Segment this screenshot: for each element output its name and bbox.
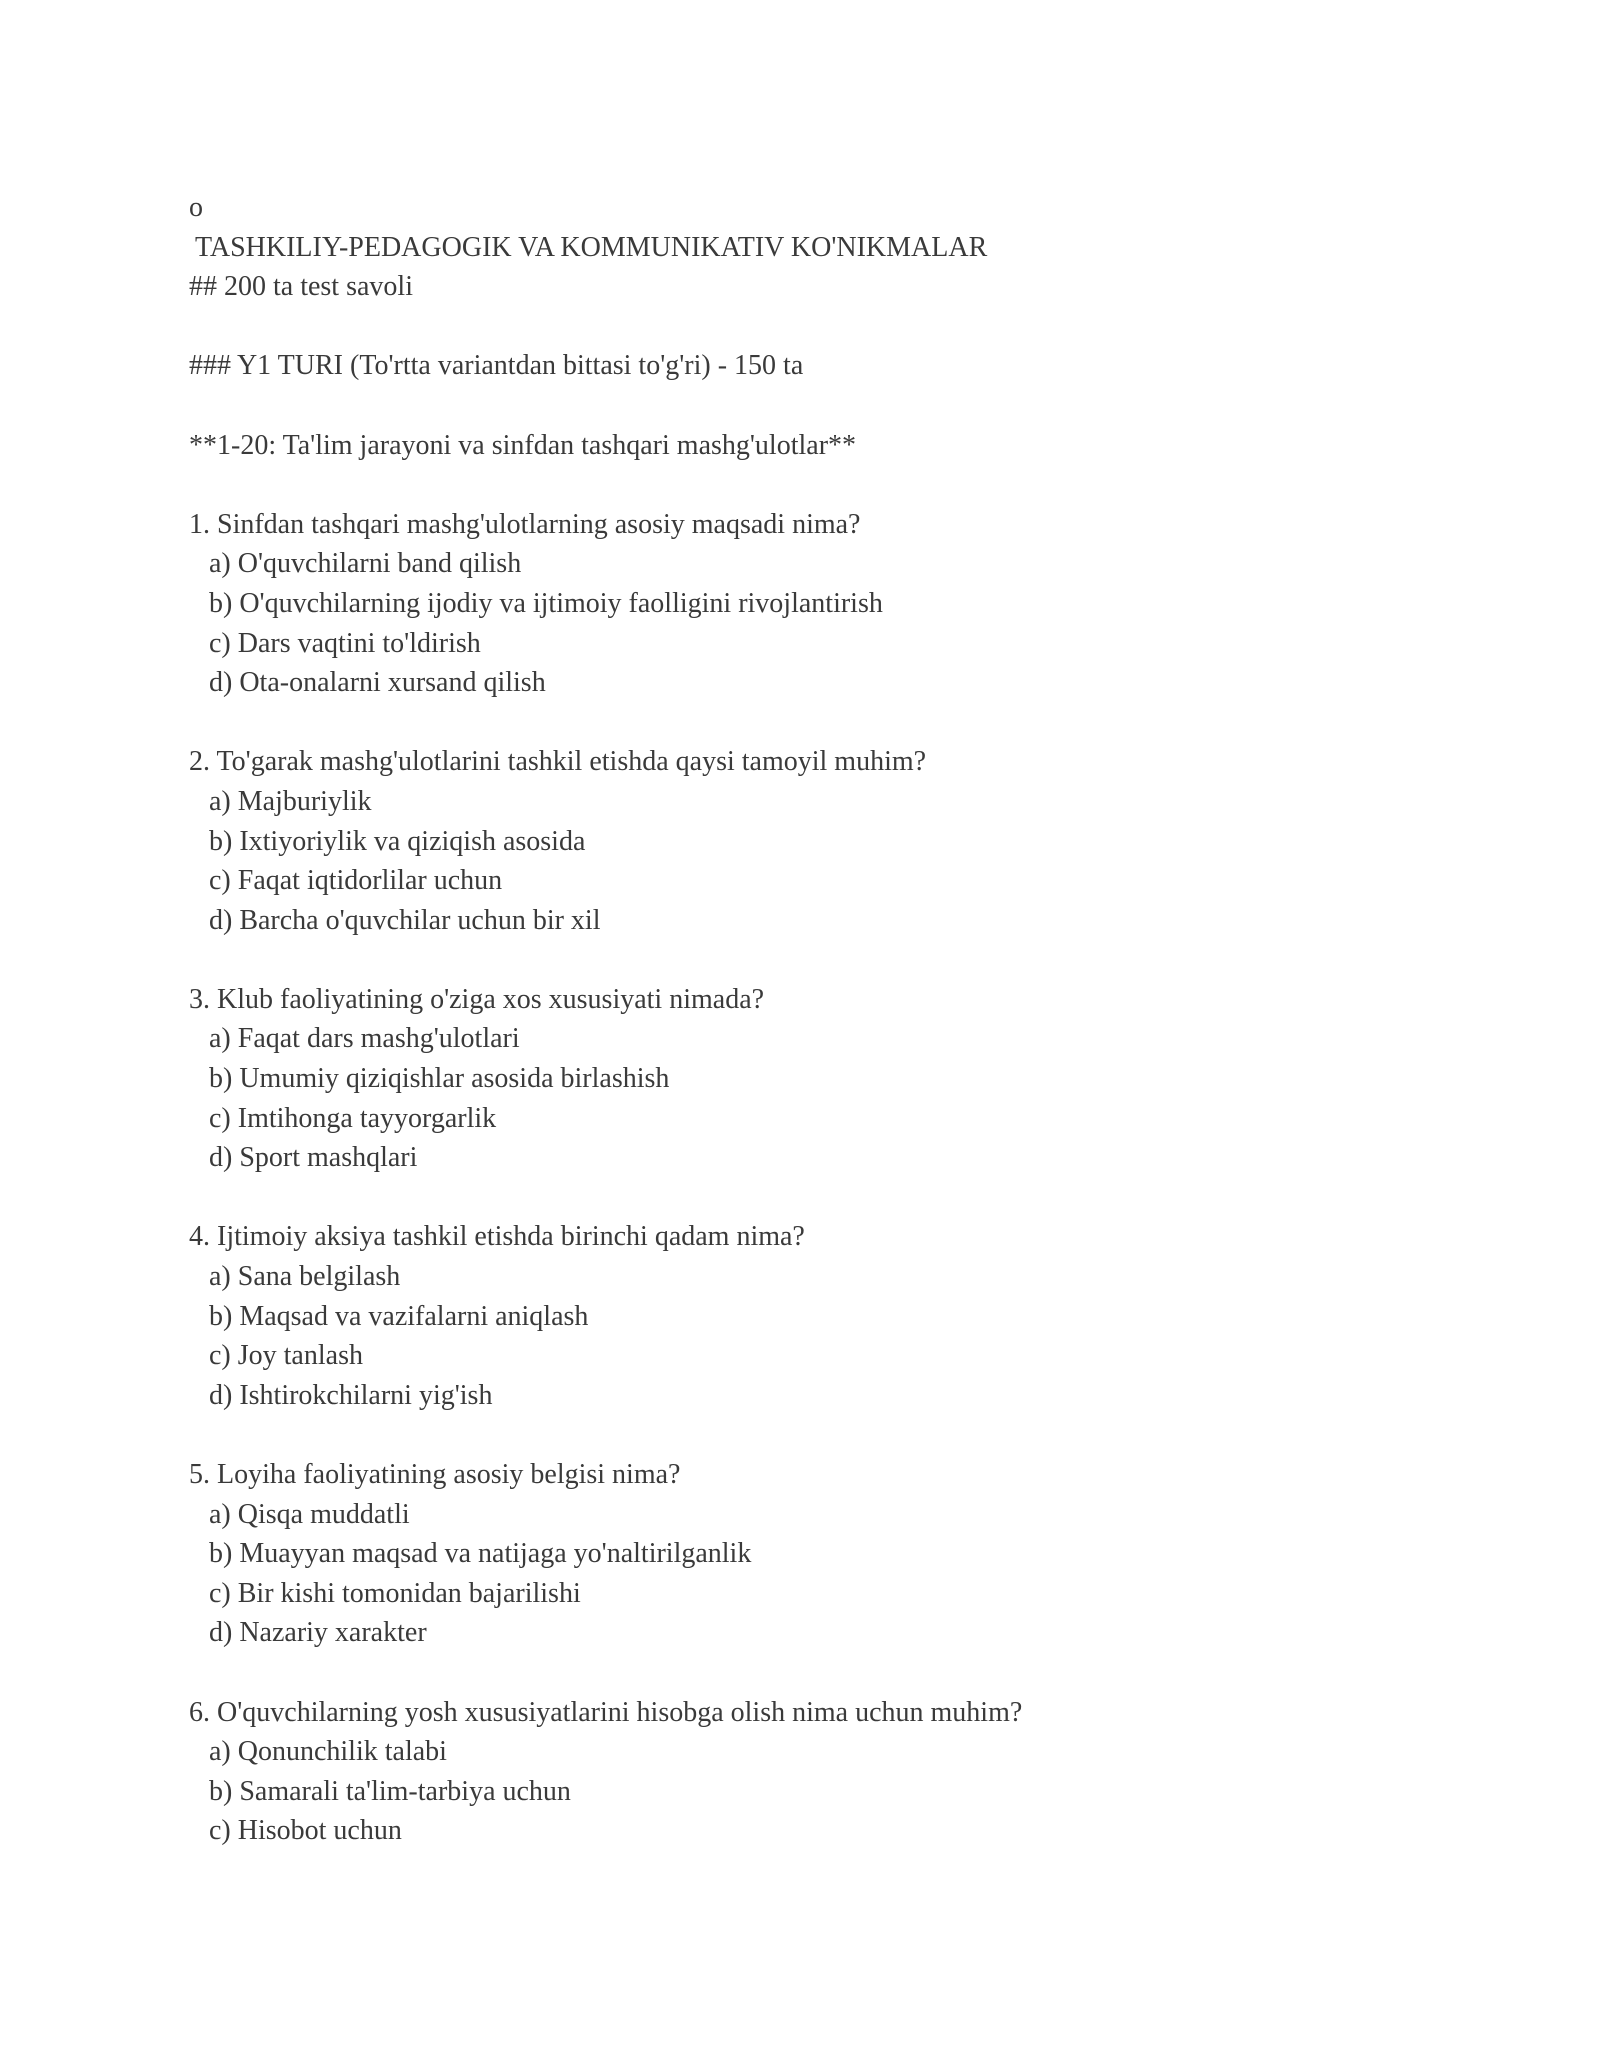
answer-option: d) Sport mashqlari bbox=[209, 1142, 418, 1174]
answer-option: d) Ota-onalarni xursand qilish bbox=[209, 667, 546, 699]
block-heading: **1-20: Ta'lim jarayoni va sinfdan tashqari mashg'ulotlar** bbox=[189, 429, 857, 461]
question-3 bbox=[189, 980, 1439, 1178]
question-text: 4. Ijtimoiy aksiya tashkil etishda birinchi qadam nima? bbox=[189, 1221, 805, 1253]
answer-option: b) Muayyan maqsad va natijaga yo'naltirilganlik bbox=[209, 1538, 752, 1570]
spacer bbox=[189, 1653, 1439, 1693]
answer-option: c) Dars vaqtini to'ldirish bbox=[209, 627, 481, 659]
answer-option: a) Majburiylik bbox=[209, 785, 372, 817]
question-text: 1. Sinfdan tashqari mashg'ulotlarning asosiy maqsadi nima? bbox=[189, 508, 861, 540]
answer-option: a) Faqat dars mashg'ulotlari bbox=[209, 1023, 520, 1055]
document-title: TASHKILIY-PEDAGOGIK VA KOMMUNIKATIV KO'NIKMALAR bbox=[195, 231, 988, 263]
question-4 bbox=[189, 1217, 1439, 1415]
question-5 bbox=[189, 1455, 1439, 1653]
answer-option: c) Bir kishi tomonidan bajarilishi bbox=[209, 1577, 581, 1609]
answer-option: d) Ishtirokchilarni yig'ish bbox=[209, 1379, 493, 1411]
answer-option: a) Qisqa muddatli bbox=[209, 1498, 410, 1530]
document-subtitle: ## 200 ta test savoli bbox=[189, 271, 413, 303]
answer-option: c) Faqat iqtidorlilar uchun bbox=[209, 865, 503, 897]
answer-option: a) O'quvchilarni band qilish bbox=[209, 548, 522, 580]
answer-option: b) O'quvchilarning ijodiy va ijtimoiy faolligini rivojlantirish bbox=[209, 587, 883, 619]
answer-option: b) Umumiy qiziqishlar asosida birlashish bbox=[209, 1063, 670, 1095]
spacer bbox=[189, 940, 1439, 980]
answer-option: c) Joy tanlash bbox=[209, 1340, 363, 1372]
question-2 bbox=[189, 742, 1439, 940]
spacer bbox=[189, 1415, 1439, 1455]
question-text: 6. O'quvchilarning yosh xususiyatlarini hisobga olish nima uchun muhim? bbox=[189, 1696, 1023, 1728]
bullet-marker: o bbox=[189, 192, 203, 223]
answer-option: d) Nazariy xarakter bbox=[209, 1617, 427, 1649]
question-6 bbox=[189, 1693, 1439, 1851]
answer-option: b) Samarali ta'lim-tarbiya uchun bbox=[209, 1775, 571, 1807]
question-text: 5. Loyiha faoliyatining asosiy belgisi nima? bbox=[189, 1459, 681, 1490]
answer-option: b) Maqsad va vazifalarni aniqlash bbox=[209, 1300, 589, 1332]
answer-option: a) Qonunchilik talabi bbox=[209, 1736, 447, 1768]
question-1 bbox=[189, 505, 1439, 703]
spacer bbox=[189, 307, 1439, 347]
answer-option: b) Ixtiyoriylik va qiziqish asosida bbox=[209, 825, 586, 857]
answer-option: a) Sana belgilash bbox=[209, 1261, 401, 1293]
spacer bbox=[189, 1178, 1439, 1218]
answer-option: c) Hisobot uchun bbox=[209, 1815, 402, 1847]
spacer bbox=[189, 703, 1439, 743]
section-heading: ### Y1 TURI (To'rtta variantdan bittasi to'g'ri) - 150 ta bbox=[189, 350, 804, 382]
spacer bbox=[189, 465, 1439, 505]
spacer bbox=[189, 386, 1439, 426]
document-body bbox=[189, 188, 1439, 1851]
question-text: 3. Klub faoliyatining o'ziga xos xususiyati nimada? bbox=[189, 983, 765, 1015]
answer-option: d) Barcha o'quvchilar uchun bir xil bbox=[209, 904, 601, 936]
question-text: 2. To'garak mashg'ulotlarini tashkil etishda qaysi tamoyil muhim? bbox=[189, 746, 927, 778]
answer-option: c) Imtihonga tayyorgarlik bbox=[209, 1102, 497, 1134]
